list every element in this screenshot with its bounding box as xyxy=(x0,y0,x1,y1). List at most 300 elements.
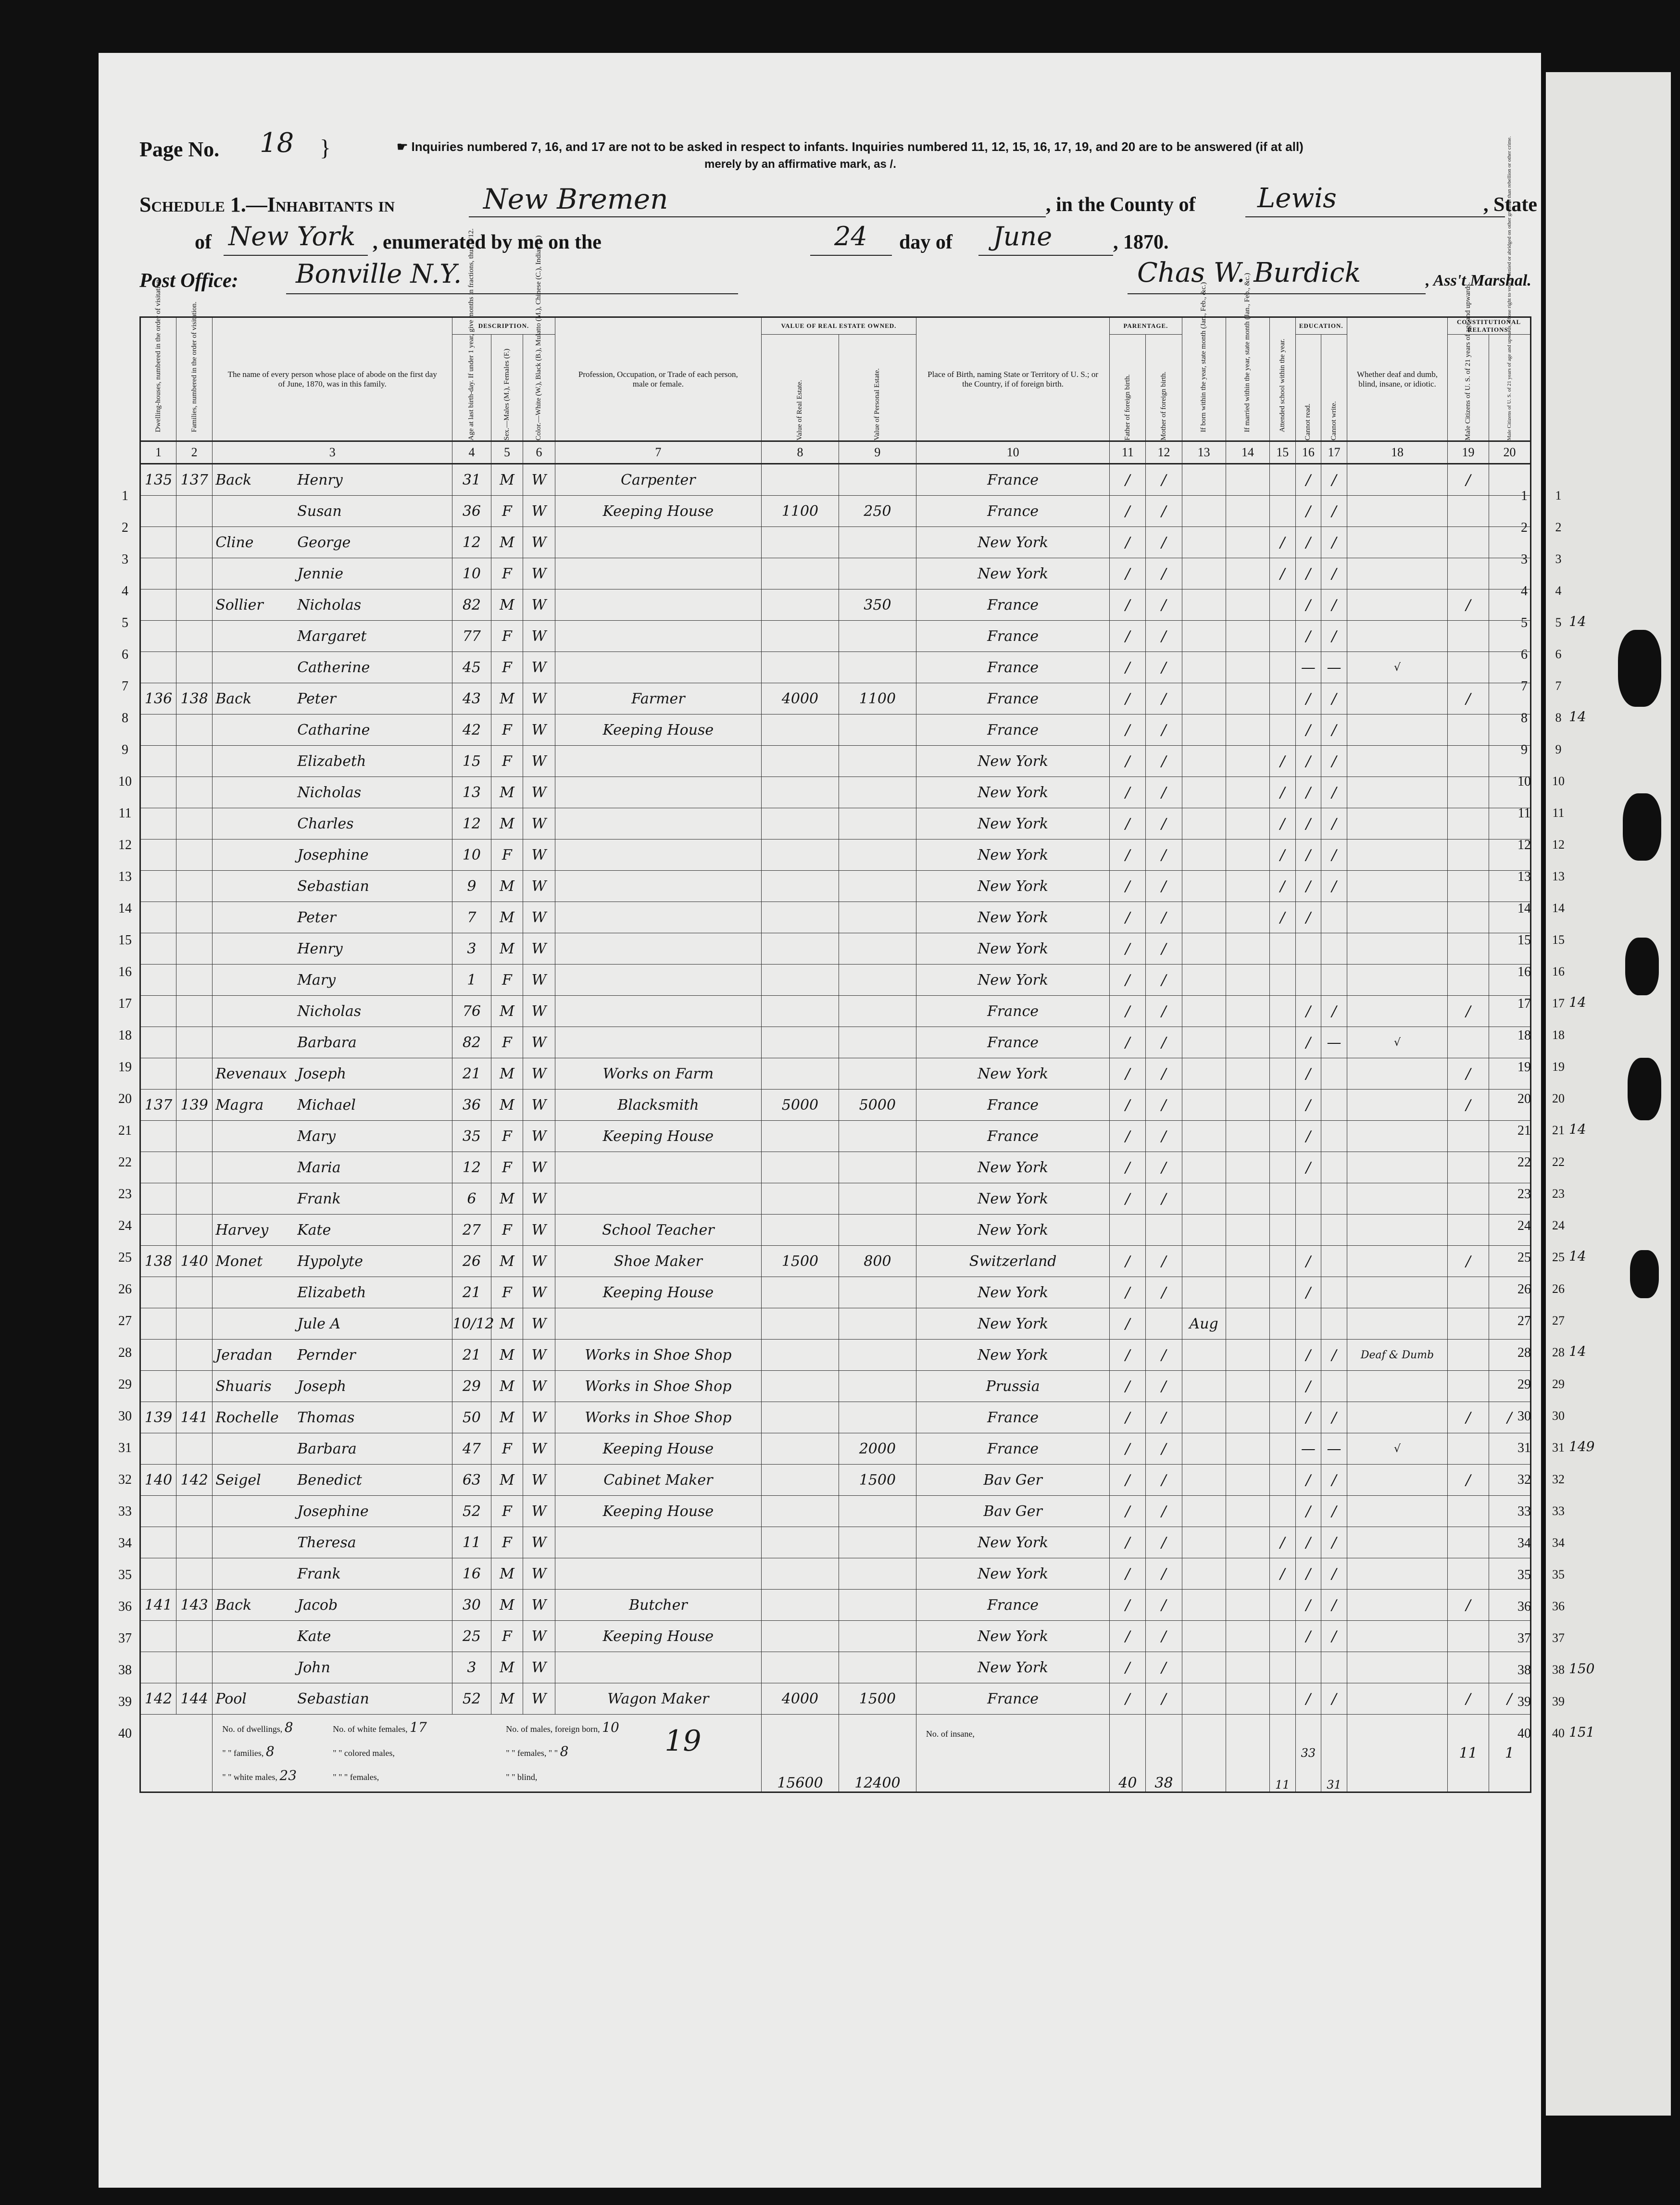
person-name xyxy=(213,1402,452,1433)
person-name xyxy=(213,1058,452,1090)
color: W xyxy=(523,1058,555,1090)
born-month xyxy=(1182,558,1226,589)
males-foreign-count: 10 xyxy=(602,1719,619,1735)
citizen-mark xyxy=(1448,496,1489,527)
dwelling-number xyxy=(140,1058,176,1090)
line-number-right: 33 xyxy=(1517,1504,1531,1519)
father-foreign-mark: / xyxy=(1110,1246,1146,1277)
surname: Shuaris xyxy=(215,1378,272,1395)
table-row xyxy=(140,621,1531,652)
married-month xyxy=(1226,1090,1269,1121)
father-foreign-mark: / xyxy=(1110,1590,1146,1621)
born-month xyxy=(1182,1027,1226,1058)
given-name: Thomas xyxy=(297,1409,355,1426)
father-foreign-mark: / xyxy=(1110,1058,1146,1090)
school-mark xyxy=(1269,652,1295,683)
person-name xyxy=(213,871,452,902)
personal-estate-value: 5000 xyxy=(839,1090,916,1121)
dwelling-number xyxy=(140,1121,176,1152)
birthplace: New York xyxy=(916,1340,1109,1371)
occupation: Keeping House xyxy=(555,1121,761,1152)
infirmity xyxy=(1347,1683,1447,1715)
real-estate-value xyxy=(761,1340,839,1371)
father-foreign-mark: / xyxy=(1110,1527,1146,1558)
married-month xyxy=(1226,1558,1269,1590)
born-month xyxy=(1182,589,1226,621)
infirmity xyxy=(1347,1496,1447,1527)
given-name: Peter xyxy=(297,909,336,926)
school-mark xyxy=(1269,1621,1295,1652)
cannot-read-mark: / xyxy=(1295,1683,1321,1715)
table-row xyxy=(140,871,1531,902)
family-number xyxy=(176,1652,213,1683)
cannot-write-mark: / xyxy=(1321,496,1347,527)
birthplace: France xyxy=(916,496,1109,527)
given-name: Hypolyte xyxy=(297,1253,363,1270)
real-estate-value xyxy=(761,1183,839,1215)
mother-foreign-mark: / xyxy=(1146,933,1182,965)
line-number-right: 26 xyxy=(1517,1282,1531,1297)
given-name: Joseph xyxy=(297,1378,346,1395)
personal-estate-value xyxy=(839,1027,916,1058)
family-number xyxy=(176,1152,213,1183)
age: 16 xyxy=(452,1558,491,1590)
cannot-read-mark: / xyxy=(1295,1277,1321,1308)
cannot-read-mark: / xyxy=(1295,527,1321,558)
school-mark xyxy=(1269,683,1295,714)
age: 43 xyxy=(452,683,491,714)
adjacent-line-number: 4 xyxy=(1555,584,1562,598)
table-row xyxy=(140,1152,1531,1183)
total-denied: 1 xyxy=(1489,1715,1530,1792)
color: W xyxy=(523,1152,555,1183)
table-row xyxy=(140,746,1531,777)
birthplace: New York xyxy=(916,1652,1109,1683)
father-foreign-mark: / xyxy=(1110,1683,1146,1715)
adjacent-line-number: 39 xyxy=(1552,1694,1565,1708)
personal-estate-value xyxy=(839,1152,916,1183)
father-foreign-mark: / xyxy=(1110,839,1146,871)
line-number-right: 16 xyxy=(1517,965,1531,979)
infirmity xyxy=(1347,902,1447,933)
infirmity xyxy=(1347,1121,1447,1152)
birthplace: France xyxy=(916,652,1109,683)
personal-estate-value xyxy=(839,1121,916,1152)
line-number-left: 1 xyxy=(122,489,128,503)
infirmity xyxy=(1347,1465,1447,1496)
summary-row xyxy=(140,1715,1531,1792)
father-foreign-mark: / xyxy=(1110,621,1146,652)
age: 76 xyxy=(452,996,491,1027)
dwelling-number xyxy=(140,808,176,839)
family-number xyxy=(176,933,213,965)
adjacent-line-number: 11 xyxy=(1552,806,1565,820)
line-number-right: 17 xyxy=(1517,996,1531,1011)
school-mark xyxy=(1269,996,1295,1027)
color: W xyxy=(523,1590,555,1621)
enumerated-label: , enumerated by me on the xyxy=(373,231,602,253)
given-name: Pernder xyxy=(297,1346,356,1364)
married-month xyxy=(1226,933,1269,965)
line-number-right: 5 xyxy=(1521,615,1528,630)
header-col10: Place of Birth, naming State or Territory of U. S.; or the Country, if of foreign birth. xyxy=(916,317,1109,441)
header-col2: Families, numbered in the order of visitation. xyxy=(176,317,213,441)
infirmity xyxy=(1347,1308,1447,1340)
given-name: Charles xyxy=(297,815,354,832)
color: W xyxy=(523,808,555,839)
adjacent-line-number: 29 xyxy=(1552,1377,1565,1391)
father-foreign-mark: / xyxy=(1110,1308,1146,1340)
citizen-mark xyxy=(1448,1308,1489,1340)
table-row xyxy=(140,808,1531,839)
color: W xyxy=(523,1402,555,1433)
adjacent-line-number: 14 xyxy=(1552,901,1565,915)
line-number-right: 13 xyxy=(1517,869,1531,884)
dwelling-number xyxy=(140,902,176,933)
personal-estate-value xyxy=(839,839,916,871)
line-number-left: 27 xyxy=(118,1314,132,1328)
adjacent-line-number: 30 xyxy=(1552,1409,1565,1423)
family-number xyxy=(176,1496,213,1527)
real-estate-value xyxy=(761,1621,839,1652)
age: 21 xyxy=(452,1277,491,1308)
notice-line-1: ☛ Inquiries numbered 7, 16, and 17 are not to be asked in respect to infants. Inquiries numbered 11, 12, 15, 16, 17, 19, and 20 are to be answered (if at all) xyxy=(397,139,1304,154)
given-name: Frank xyxy=(297,1565,341,1582)
adjacent-line-number: 3 xyxy=(1555,552,1562,566)
school-mark: / xyxy=(1269,746,1295,777)
line-number-left: 21 xyxy=(118,1123,132,1138)
occupation: Cabinet Maker xyxy=(555,1465,761,1496)
table-row xyxy=(140,1496,1531,1527)
cannot-read-mark: / xyxy=(1295,1590,1321,1621)
occupation xyxy=(555,808,761,839)
school-mark xyxy=(1269,621,1295,652)
adjacent-line-number: 35 xyxy=(1552,1567,1565,1581)
cannot-write-mark: / xyxy=(1321,683,1347,714)
occupation xyxy=(555,589,761,621)
mother-foreign-mark: / xyxy=(1146,965,1182,996)
adjacent-line-number: 26 xyxy=(1552,1282,1565,1296)
person-name xyxy=(213,1090,452,1121)
father-foreign-mark: / xyxy=(1110,652,1146,683)
cannot-write-mark: / xyxy=(1321,839,1347,871)
cannot-write-mark xyxy=(1321,902,1347,933)
family-number: 143 xyxy=(176,1590,213,1621)
white-males-label: " " white males, xyxy=(222,1772,277,1782)
given-name: Sebastian xyxy=(297,1690,369,1707)
person-name xyxy=(213,1652,452,1683)
age: 42 xyxy=(452,714,491,746)
given-name: Mary xyxy=(297,971,336,989)
given-name: Barbara xyxy=(297,1034,357,1051)
father-foreign-mark: / xyxy=(1110,902,1146,933)
born-month xyxy=(1182,746,1226,777)
school-mark xyxy=(1269,1496,1295,1527)
column-number: 4 xyxy=(452,441,491,464)
occupation xyxy=(555,621,761,652)
citizen-mark: / xyxy=(1448,1246,1489,1277)
age: 35 xyxy=(452,1121,491,1152)
real-estate-value xyxy=(761,1558,839,1590)
citizen-mark xyxy=(1448,808,1489,839)
sex: M xyxy=(491,1308,523,1340)
married-month xyxy=(1226,714,1269,746)
dwelling-number xyxy=(140,1183,176,1215)
birthplace: New York xyxy=(916,1058,1109,1090)
age: 82 xyxy=(452,1027,491,1058)
birthplace: France xyxy=(916,589,1109,621)
father-foreign-mark: / xyxy=(1110,683,1146,714)
color: W xyxy=(523,1683,555,1715)
place-name: New Bremen xyxy=(483,183,668,215)
cannot-write-mark xyxy=(1321,1277,1347,1308)
born-month xyxy=(1182,965,1226,996)
school-mark: / xyxy=(1269,527,1295,558)
post-office-label: Post Office: xyxy=(139,270,238,292)
birthplace: France xyxy=(916,1590,1109,1621)
school-mark xyxy=(1269,1371,1295,1402)
mother-foreign-mark: / xyxy=(1146,464,1182,496)
sex: M xyxy=(491,871,523,902)
age: 52 xyxy=(452,1496,491,1527)
color: W xyxy=(523,933,555,965)
person-name xyxy=(213,527,452,558)
mother-foreign-mark xyxy=(1146,1215,1182,1246)
school-mark xyxy=(1269,965,1295,996)
real-estate-value xyxy=(761,1152,839,1183)
cannot-write-mark: / xyxy=(1321,996,1347,1027)
surname: Monet xyxy=(215,1253,263,1270)
given-name: Kate xyxy=(297,1221,331,1239)
married-month xyxy=(1226,1590,1269,1621)
white-females-label: No. of white females, xyxy=(333,1724,408,1734)
family-number xyxy=(176,1121,213,1152)
line-number-left: 35 xyxy=(118,1567,132,1582)
sex: M xyxy=(491,1090,523,1121)
married-month xyxy=(1226,1433,1269,1465)
mother-foreign-mark: / xyxy=(1146,1121,1182,1152)
citizen-mark: / xyxy=(1448,996,1489,1027)
cannot-read-mark: — xyxy=(1295,652,1321,683)
dwelling-number: 136 xyxy=(140,683,176,714)
sex: M xyxy=(491,1246,523,1277)
sex: M xyxy=(491,933,523,965)
occupation xyxy=(555,527,761,558)
color: W xyxy=(523,714,555,746)
header-col16: Cannot read. xyxy=(1295,335,1321,441)
cannot-read-mark: / xyxy=(1295,558,1321,589)
given-name: Jacob xyxy=(297,1596,338,1614)
line-number-left: 6 xyxy=(122,647,128,662)
dwelling-number xyxy=(140,558,176,589)
age: 10/12 xyxy=(452,1308,491,1340)
married-month xyxy=(1226,1340,1269,1371)
family-number xyxy=(176,1308,213,1340)
dwelling-number: 135 xyxy=(140,464,176,496)
given-name: Joseph xyxy=(297,1065,346,1082)
school-mark xyxy=(1269,1308,1295,1340)
cannot-write-mark: — xyxy=(1321,652,1347,683)
table-row xyxy=(140,496,1531,527)
cannot-read-mark: / xyxy=(1295,1527,1321,1558)
family-number: 138 xyxy=(176,683,213,714)
born-month xyxy=(1182,1527,1226,1558)
family-number: 142 xyxy=(176,1465,213,1496)
line-number-right: 18 xyxy=(1517,1028,1531,1043)
sex: F xyxy=(491,1433,523,1465)
person-name xyxy=(213,1308,452,1340)
occupation xyxy=(555,777,761,808)
adjacent-page-strip xyxy=(1546,72,1671,2116)
line-number-left: 9 xyxy=(122,742,128,757)
cannot-write-mark: / xyxy=(1321,589,1347,621)
mother-foreign-mark: / xyxy=(1146,777,1182,808)
given-name: Susan xyxy=(297,502,342,520)
table-row xyxy=(140,1308,1531,1340)
color: W xyxy=(523,589,555,621)
born-month xyxy=(1182,871,1226,902)
real-estate-value xyxy=(761,1121,839,1152)
married-month xyxy=(1226,808,1269,839)
dwelling-number: 138 xyxy=(140,1246,176,1277)
person-name xyxy=(213,652,452,683)
married-month xyxy=(1226,1465,1269,1496)
table-row xyxy=(140,1433,1531,1465)
header-col18: Whether deaf and dumb, blind, insane, or idiotic. xyxy=(1347,317,1447,441)
born-month xyxy=(1182,902,1226,933)
family-number: 137 xyxy=(176,464,213,496)
dwelling-number xyxy=(140,1558,176,1590)
person-name xyxy=(213,621,452,652)
table-row xyxy=(140,589,1531,621)
person-name xyxy=(213,1621,452,1652)
father-foreign-mark: / xyxy=(1110,1277,1146,1308)
color: W xyxy=(523,1465,555,1496)
color: W xyxy=(523,902,555,933)
line-number-right: 6 xyxy=(1521,647,1528,662)
personal-estate-value xyxy=(839,1590,916,1621)
age: 12 xyxy=(452,527,491,558)
real-estate-value xyxy=(761,965,839,996)
school-mark xyxy=(1269,714,1295,746)
column-number: 20 xyxy=(1489,441,1530,464)
married-month xyxy=(1226,839,1269,871)
line-number-right: 3 xyxy=(1521,552,1528,567)
born-month xyxy=(1182,808,1226,839)
table-row xyxy=(140,1340,1531,1371)
born-month xyxy=(1182,1371,1226,1402)
sex: F xyxy=(491,1527,523,1558)
table-row xyxy=(140,1027,1531,1058)
personal-estate-value xyxy=(839,558,916,589)
sex: M xyxy=(491,589,523,621)
dwelling-number xyxy=(140,1152,176,1183)
father-foreign-mark xyxy=(1110,1215,1146,1246)
surname: Cline xyxy=(215,534,254,551)
line-number-right: 15 xyxy=(1517,933,1531,948)
school-mark xyxy=(1269,1402,1295,1433)
citizen-mark xyxy=(1448,965,1489,996)
enum-month: June xyxy=(993,221,1053,251)
occupation xyxy=(555,746,761,777)
real-estate-value xyxy=(761,464,839,496)
personal-estate-value xyxy=(839,621,916,652)
occupation xyxy=(555,652,761,683)
cannot-read-mark: / xyxy=(1295,1027,1321,1058)
line-number-left: 19 xyxy=(118,1060,132,1075)
adjacent-dwelling-number: 14 xyxy=(1569,1121,1586,1137)
family-number xyxy=(176,558,213,589)
personal-estate-value xyxy=(839,1340,916,1371)
born-month xyxy=(1182,652,1226,683)
sex: M xyxy=(491,1590,523,1621)
birthplace: France xyxy=(916,1683,1109,1715)
born-month xyxy=(1182,1090,1226,1121)
citizen-mark: / xyxy=(1448,1465,1489,1496)
line-number-right: 37 xyxy=(1517,1631,1531,1646)
infirmity xyxy=(1347,777,1447,808)
blind-label: " " blind, xyxy=(506,1772,538,1782)
married-month xyxy=(1226,558,1269,589)
age: 15 xyxy=(452,746,491,777)
school-mark: / xyxy=(1269,1558,1295,1590)
real-estate-value xyxy=(761,777,839,808)
father-foreign-mark: / xyxy=(1110,1465,1146,1496)
person-name xyxy=(213,1277,452,1308)
line-number-left: 38 xyxy=(118,1663,132,1678)
birthplace: New York xyxy=(916,527,1109,558)
sex: M xyxy=(491,1683,523,1715)
line-number-left: 17 xyxy=(118,996,132,1011)
adjacent-line-number: 20 xyxy=(1552,1091,1565,1105)
denied-mark: / xyxy=(1489,1402,1530,1433)
sex: M xyxy=(491,902,523,933)
father-foreign-mark: / xyxy=(1110,996,1146,1027)
county-name: Lewis xyxy=(1257,183,1337,214)
adjacent-line-number: 24 xyxy=(1552,1218,1565,1232)
mother-foreign-mark: / xyxy=(1146,1683,1182,1715)
dwelling-number: 139 xyxy=(140,1402,176,1433)
born-month xyxy=(1182,933,1226,965)
person-name xyxy=(213,1152,452,1183)
father-foreign-mark: / xyxy=(1110,1371,1146,1402)
mother-foreign-mark: / xyxy=(1146,652,1182,683)
father-foreign-mark: / xyxy=(1110,965,1146,996)
person-name xyxy=(213,1465,452,1496)
cannot-write-mark xyxy=(1321,1152,1347,1183)
father-foreign-mark: / xyxy=(1110,933,1146,965)
person-name xyxy=(213,1027,452,1058)
father-foreign-mark: / xyxy=(1110,589,1146,621)
cannot-read-mark: / xyxy=(1295,1371,1321,1402)
family-number xyxy=(176,996,213,1027)
page-no-brace: } xyxy=(320,135,331,161)
occupation: Farmer xyxy=(555,683,761,714)
column-number: 14 xyxy=(1226,441,1269,464)
dwelling-number xyxy=(140,996,176,1027)
header-col3: The name of every person whose place of abode on the first day of June, 1870, was in this family. xyxy=(213,317,452,441)
adjacent-line-number: 22 xyxy=(1552,1155,1565,1169)
column-number: 19 xyxy=(1448,441,1489,464)
person-name xyxy=(213,1215,452,1246)
surname: Pool xyxy=(215,1690,247,1707)
infirmity: √ xyxy=(1347,1433,1447,1465)
real-estate-value xyxy=(761,996,839,1027)
adjacent-line-number: 12 xyxy=(1552,838,1565,852)
infirmity xyxy=(1347,683,1447,714)
line-number-right: 39 xyxy=(1517,1694,1531,1709)
dwelling-number xyxy=(140,1308,176,1340)
